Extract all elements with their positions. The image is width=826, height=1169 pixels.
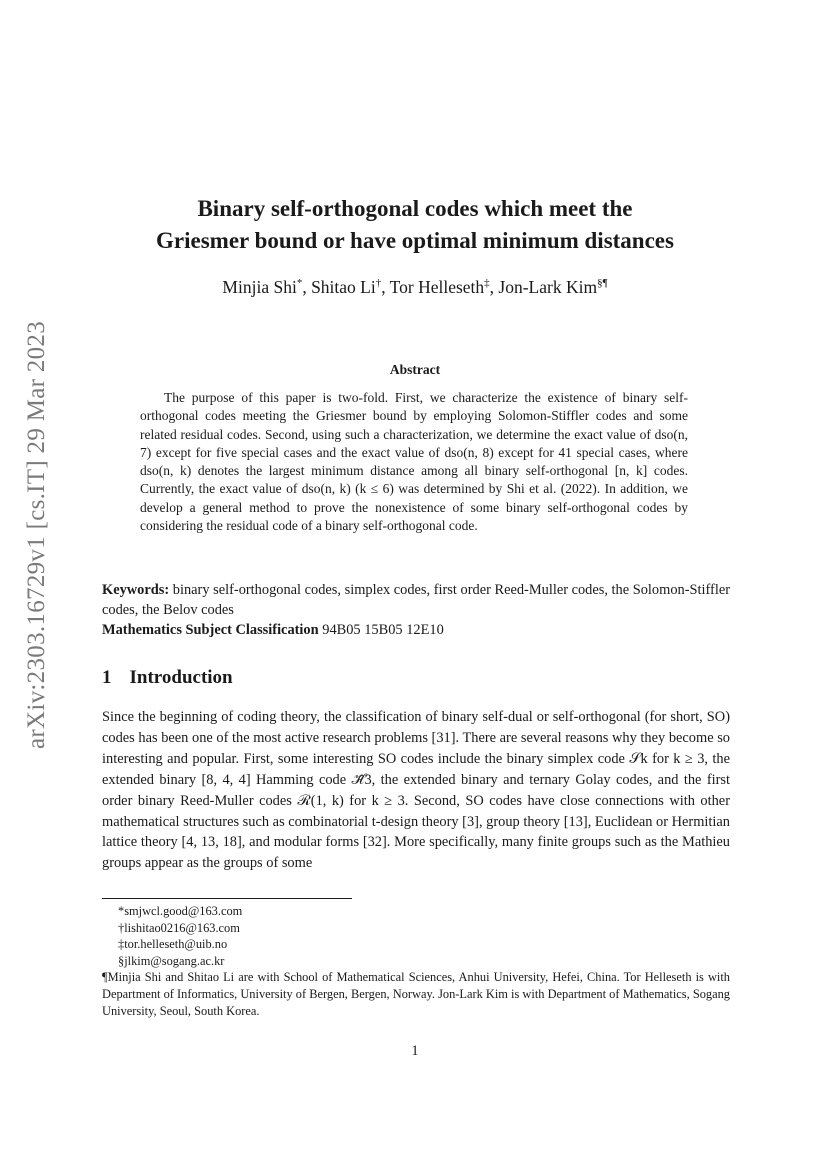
author-name: Jon-Lark Kim [498, 277, 598, 297]
section-number: 1 [102, 667, 112, 688]
author-footnote-mark: † [375, 277, 382, 290]
page-number: 1 [411, 1043, 419, 1059]
author-name: Shitao Li [311, 277, 376, 297]
msc-label: Mathematics Subject Classification [102, 622, 319, 638]
section-heading [102, 667, 233, 689]
msc-text: 94B05 15B05 12E10 [322, 622, 444, 638]
footnote-affiliations: ¶Minjia Shi and Shitao Li are with School of Mathematical Sciences, Anhui University, Hefei, China. Tor Helleseth is with Department of Informatics, University of Bergen, Bergen, Norway. Jon-Lark Kim is with Department of Mathematics, Sogang University, Seoul, South Korea. [102, 970, 730, 1018]
footnote: §jlkim@sogang.ac.kr [118, 953, 225, 968]
footnote: †lishitao0216@163.com [118, 920, 240, 935]
title-line-2: Griesmer bound or have optimal minimum distances [156, 228, 674, 253]
keywords-text: binary self-orthogonal codes, simplex codes, first order Reed-Muller codes, the Solomon-Stiffler codes, the Belov codes [102, 582, 731, 618]
abstract-text: The purpose of this paper is two-fold. First, we characterize the existence of binary self-orthogonal codes meeting the Griesmer bound by employing Solomon-Stiffler codes and some related residual codes. Second, using such a characterization, we determine the exact value of dso(n, 7) except for five special cases and the exact value of dso(n, 8) except for 41 special cases, where dso(n, k) denotes the largest minimum distance among all binary self-orthogonal [n, k] codes. Currently, the exact value of dso(n, k) (k ≤ 6) was determined by Shi et al. (2022). In addition, we develop a general method to prove the nonexistence of some binary self-orthogonal codes by considering the residual code of a binary self-orthogonal code. [140, 390, 688, 534]
footnotes [102, 903, 730, 1019]
abstract-heading: Abstract [389, 362, 441, 377]
keywords-label: Keywords: [102, 582, 170, 598]
author-name: Minjia Shi [222, 277, 297, 297]
keywords-block [102, 580, 730, 640]
footnote: *smjwcl.good@163.com [118, 904, 243, 918]
paper-title [80, 193, 750, 257]
arxiv-identifier-text: arXiv:2303.16729v1 [cs.IT] 29 Mar 2023 [23, 321, 50, 749]
section-title: Introduction [129, 667, 233, 688]
author-name: Tor Helleseth [389, 277, 485, 297]
introduction-paragraph: Since the beginning of coding theory, the classification of binary self-dual or self-orthogonal (for short, SO) codes has been one of the most active research problems [31]. There are several reasons why they become so interesting and popular. First, some interesting SO codes include the binary simplex code 𝒮k for k ≥ 3, the extended binary [8, 4, 4] Hamming code ℋ̂3, the extended binary and ternary Golay codes, and the first order binary Reed-Muller codes ℛ(1, k) for k ≥ 3. Second, SO codes have close connections with other mathematical structures such as combinatorial t-design theory [3], group theory [13], Euclidean or Hermitian lattice theory [4, 13, 18], and modular forms [32]. More specifically, many finite groups such as the Mathieu groups appear as the groups of some [102, 709, 730, 872]
author-footnote-mark: ‡ [484, 277, 490, 290]
author-list: Minjia Shi*, Shitao Li†, Tor Helleseth‡, Jon-Lark Kim§¶ [222, 277, 608, 297]
author-footnote-mark: §¶ [597, 277, 608, 290]
footnote: ‡tor.helleseth@uib.no [118, 937, 228, 952]
arxiv-identifier [17, 321, 57, 749]
author-footnote-mark: * [296, 277, 303, 290]
footnote-rule [102, 898, 352, 899]
title-line-1: Binary self-orthogonal codes which meet the [197, 196, 633, 221]
